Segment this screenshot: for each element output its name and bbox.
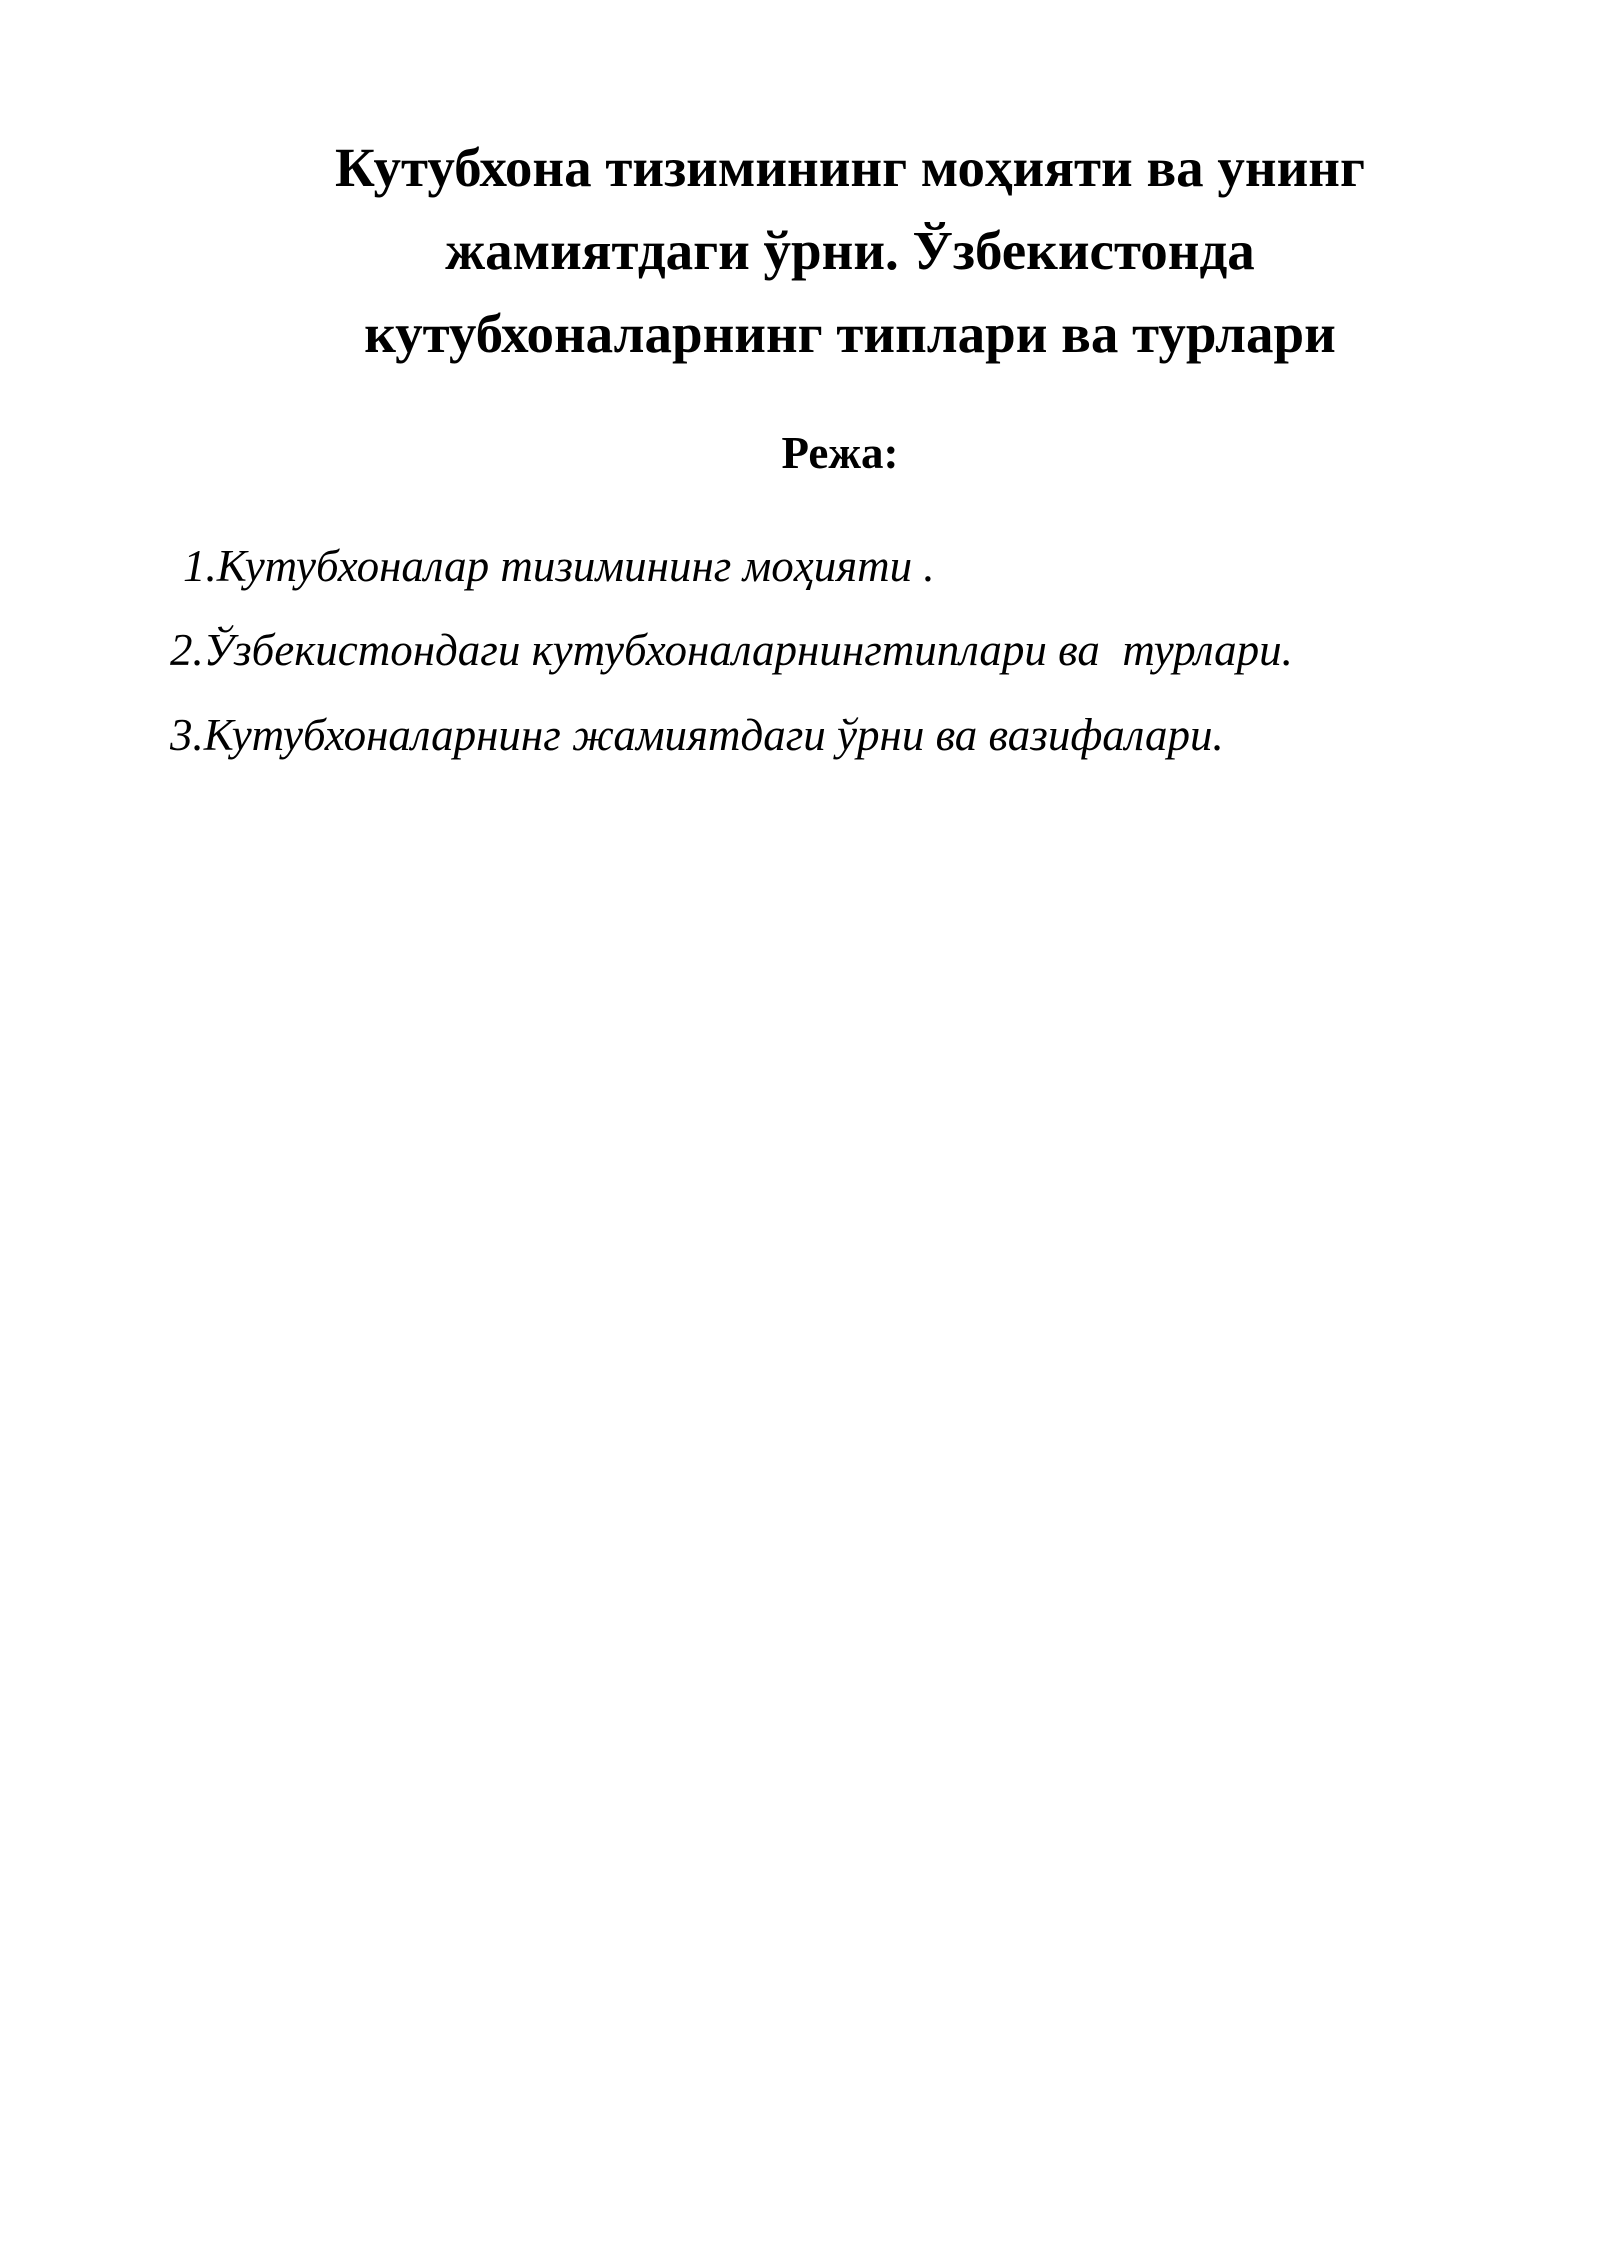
plan-item-2: 2.Ўзбекистондаги кутубхоналарнингтиплари ва турлари. — [170, 625, 1293, 675]
title-line-1: Кутубхона тизимининг моҳияти ва унинг — [335, 137, 1365, 198]
plan-heading: Режа: — [781, 428, 899, 478]
document-title — [250, 126, 1450, 375]
title-line-3: кутубхоналарнинг типлари ва турлари — [364, 303, 1336, 364]
plan-item-1: 1.Кутубхоналар тизимининг моҳияти . — [183, 541, 935, 591]
title-line-2: жамиятдаги ўрни. Ўзбекистонда — [445, 220, 1255, 281]
plan-item-3: 3.Кутубхоналарнинг жамиятдаги ўрни ва вазифалари. — [170, 710, 1224, 760]
